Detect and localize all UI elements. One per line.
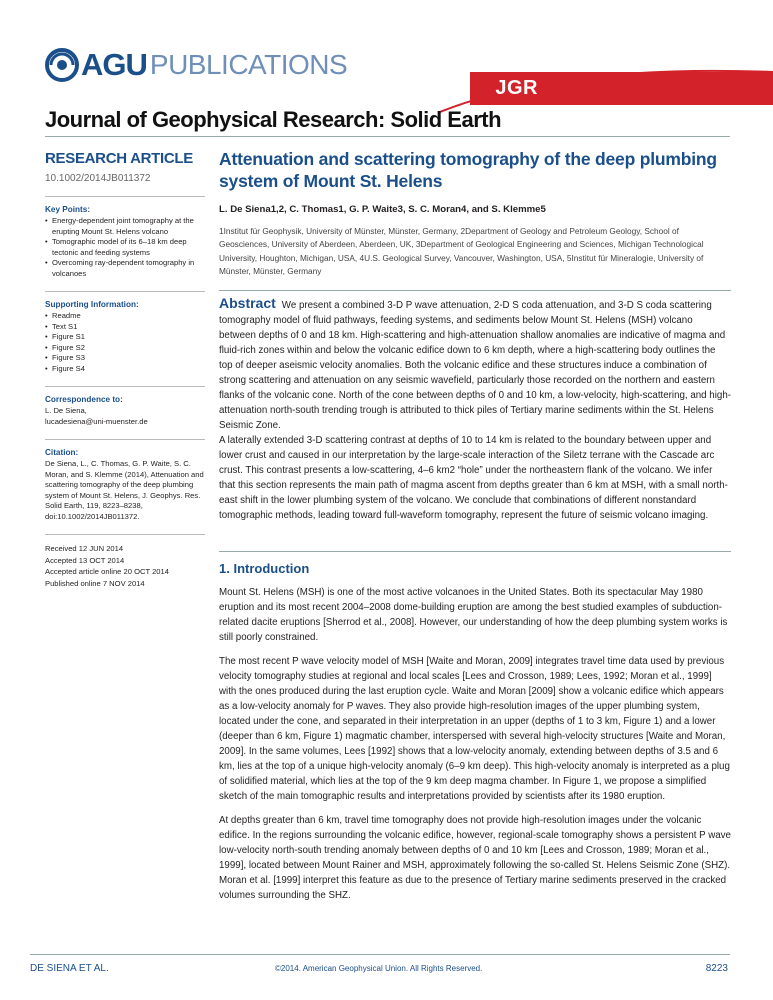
divider [45, 534, 205, 535]
intro-paragraph-1: Mount St. Helens (MSH) is one of the most active volcanoes in the United States. Both its spectacular May 1980 eruption and its most recent 2004–2008 dome-building eruption are among the best studied examples of subduction-related dacite eruptions [Sherrod et al., 2008]. However, our understanding of how the deep plumbing system works is still poorly constrained. [219, 587, 728, 644]
list-item: • Energy-dependent joint tomography at the erupting Mount St. Helens volcano [45, 216, 205, 237]
article-main [219, 148, 731, 903]
header-divider [45, 136, 730, 137]
article-title: Attenuation and scattering tomography of the deep plumbing system of Mount St. Helens [219, 149, 717, 191]
publisher-logo [45, 48, 347, 82]
agu-globe-icon [45, 48, 79, 82]
supporting-item-figure-s1[interactable]: • Figure S1 [45, 332, 205, 343]
key-points-list [45, 216, 205, 279]
correspondence-heading: Correspondence to: [45, 395, 123, 404]
divider [45, 196, 205, 197]
supporting-item-readme[interactable]: • Readme [45, 311, 205, 322]
article-authors: L. De Siena1,2, C. Thomas1, G. P. Waite3, S. C. Moran4, and S. Klemme5 [219, 204, 546, 215]
divider [45, 439, 205, 440]
supporting-item-figure-s2[interactable]: • Figure S2 [45, 343, 205, 354]
abstract-heading: Abstract [219, 295, 276, 312]
supporting-item-figure-s4[interactable]: • Figure S4 [45, 364, 205, 375]
intro-paragraph-3: At depths greater than 6 km, travel time tomography does not provide high-resolution images under the volcanic edifice. In the regions surrounding the volcanic edifice, however, regional-scale tomography shows a persistent P wave low-velocity north-south trending anomaly between depths of 0 and 10 km [Lees and Crosson, 1989; Moran et al., 1999], located between Mount Rainer and MSH, approximately following the so-called St. Helens Seismic Zone (SHZ). Moran et al. [1999] interpret this feature as due to the presence of Tertiary marine sediments preserved in the cracked volumes surrounding the SHZ. [219, 815, 731, 902]
abstract-section [219, 290, 731, 523]
abstract-text-1: We present a combined 3-D P wave attenuation, 2-D S coda attenuation, and 3-D S coda scattering tomography model of fluid pathways, feeding systems, and sediments below Mount St. Helens (MSH) volcano between depths of 0 and 18 km. High-scattering and high-attenuation shallow anomalies are indicative of magma and fluid-rich zones within and below the volcanic edifice down to 6 km depth, where a high-scattering body outlines the top of deeper aseismic velocity anomalies. Both the volcanic edifice and these structures induce a combination of strong scattering and attenuation on any seismic wavefield, particularly those recorded on the northern and eastern flanks of the volcanic cone. North of the cone between depths of 0 and 10 km, a low-velocity, high-scattering, and high-attenuation north-south trending trough is attributed to thick piles of Tertiary marine sediments within the St. Helens Seismic Zone. [219, 300, 731, 432]
correspondence-email[interactable]: lucadesiena@uni-muenster.de [45, 416, 148, 426]
logo-agu-text: AGU [81, 47, 147, 82]
supporting-info-list [45, 311, 205, 374]
date-accepted-online: Accepted article online 20 OCT 2014 [45, 567, 169, 576]
article-doi[interactable]: 10.1002/2014JB011372 [45, 173, 151, 184]
intro-paragraph-2: The most recent P wave velocity model of MSH [Waite and Moran, 2009] integrates travel time data used by previous velocity tomography studies at regional and local scales [Lees and Crosson, 1989; Lees, 1992; Moran et al., 1999] with the ones produced during the last eruption cycle. Waite and Moran [2009] show a volcanic edifice which appears as a low-velocity anomaly for P waves. They also provide high-resolution images of the upper plumbing system, located under the cone, and separated in their interpretation in an upper (depths of 1 to 3 km, Figure 1) and a lower (deeper than 6 km, Figure 1) magmatic chamber, interspersed with several high-velocity structures [Waite and Moran, 2009]. In the same volumes, Lees [1992] shows that a low-velocity anomaly, extending between depths of 3.5 and 6 km, lies at the top of a unique high-velocity anomaly (6–9 km deep). This high-velocity anomaly is interpreted as a plug of solidified material, which lies at the top of the 9 km deep magma chamber. In Figure 1, we propose a simplified sketch of the main tomographic results and interpretations provided by scientists after its 1980 eruption. [219, 656, 730, 803]
footer-divider [30, 954, 730, 955]
date-accepted: Accepted 13 OCT 2014 [45, 555, 125, 565]
abstract-paragraph-2: A laterally extended 3-D scattering contrast at depths of 10 to 14 km is related to the boundary between upper and lower crust and caused in our interpretation by the large-scale interaction of the Siletz terrane with the Cascade arc crust. This contrast presents a low-scattering, 4–6 km2 “hole” under the northeastern flank of the volcano. We infer that this section represents the main path of magma ascent from depths greater than 6 km at MSH, with a small north-east shift in the lower plumbing system of the volcano. We conclude that combinations of different nonstandard tomographic methods, leading toward full-waveform tomography, represent the future of seismic volcano imaging. [219, 435, 728, 522]
supporting-item-figure-s3[interactable]: • Figure S3 [45, 353, 205, 364]
page-number: 8223 [705, 963, 728, 974]
journal-title: Journal of Geophysical Research: Solid Earth [45, 107, 502, 132]
logo-publications-text: PUBLICATIONS [149, 49, 348, 80]
divider [219, 551, 731, 552]
key-points-heading: Key Points: [45, 205, 91, 214]
citation-text: De Siena, L., C. Thomas, G. P. Waite, S. C. Moran, and S. Klemme (2014), Attenuation and scattering tomography of the deep plumbing system of Mount St. Helens, J. Geophys. Res. Solid Earth, 119, 8223–8238, doi:10.1002/2014JB011372. [45, 459, 204, 521]
supporting-item-text-s1[interactable]: • Text S1 [45, 322, 205, 333]
abstract-paragraph-1 [219, 296, 731, 433]
article-affiliations: 1Institut für Geophysik, University of Münster, Münster, Germany, 2Department of Geology and Petroleum Geology, School of Geosciences, University of Aberdeen, Aberdeen, UK, 3Department of Geological Engineering and Sciences, Michigan Technological University, Houghton, Michigan, USA, 4U.S. Geological Survey, Vancouver, Washington, USA, 5Institut für Mineralogie, University of Münster, Münster, Germany [219, 226, 704, 276]
list-item: • Tomographic model of its 6–18 km deep tectonic and feeding systems [45, 237, 205, 258]
date-received: Received 12 JUN 2014 [45, 544, 124, 553]
correspondence-name: L. De Siena, [45, 406, 87, 415]
list-item: • Overcoming ray-dependent tomography in volcanoes [45, 258, 205, 279]
footer-authors: DE SIENA ET AL. [30, 963, 109, 974]
divider [45, 291, 205, 292]
journal-badge-label: JGR [495, 77, 538, 99]
divider [45, 386, 205, 387]
journal-badge [470, 72, 773, 105]
footer-copyright: ©2014. American Geophysical Union. All Rights Reserved. [275, 964, 483, 973]
supporting-info-heading: Supporting Information: [45, 300, 139, 309]
section-heading-introduction: 1. Introduction [219, 561, 310, 577]
citation-heading: Citation: [45, 448, 79, 457]
article-type: RESEARCH ARTICLE [45, 150, 193, 167]
date-published: Published online 7 NOV 2014 [45, 578, 145, 588]
sidebar [45, 150, 205, 589]
